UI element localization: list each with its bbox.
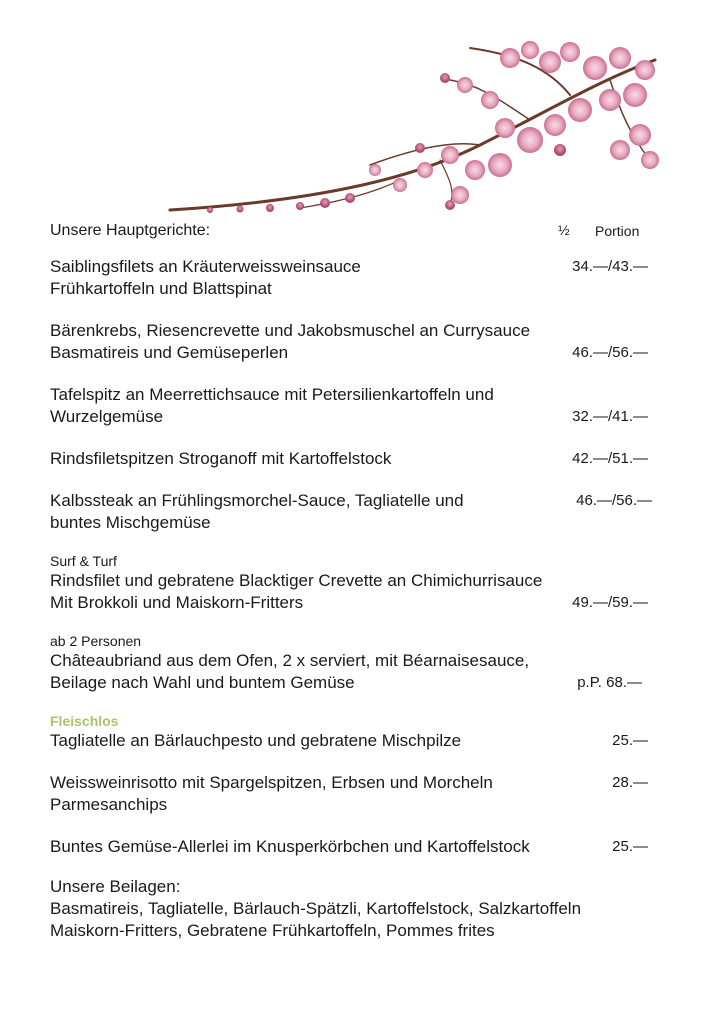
dish-item	[50, 256, 660, 300]
dish-prefix: Surf & Turf	[50, 553, 117, 569]
dish-price: 42.—/51.—	[572, 450, 648, 467]
dish-price: 49.—/59.—	[572, 594, 648, 611]
dish-item	[50, 384, 660, 428]
dish-price: 25.—	[612, 838, 648, 855]
dish-price: 32.—/41.—	[572, 408, 648, 425]
dish-description: Châteaubriand aus dem Ofen, 2 x serviert, mit Béarnaisesauce,	[50, 651, 530, 670]
dish-item	[50, 448, 660, 470]
dish-description: Rindsfiletspitzen Stroganoff mit Kartoffelstock	[50, 449, 392, 468]
dish-description: Saiblingsfilets an Kräuterweissweinsauce	[50, 257, 361, 276]
vegetarian-heading: Fleischlos	[50, 713, 119, 729]
portion-label: Portion	[595, 223, 640, 239]
dish-item	[50, 320, 660, 364]
dish-prefix: ab 2 Personen	[50, 633, 142, 649]
dish-description: Parmesanchips	[50, 795, 168, 814]
dish-item	[50, 490, 660, 534]
dish-item	[50, 552, 660, 614]
dish-description: Rindsfilet und gebratene Blacktiger Crevette an Chimichurrisauce	[50, 571, 543, 590]
dish-description: Bärenkrebs, Riesencrevette und Jakobsmuschel an Currysauce	[50, 321, 531, 340]
dish-price: 46.—/56.—	[576, 492, 652, 509]
dish-description: Wurzelgemüse	[50, 407, 164, 426]
sides-section	[50, 876, 660, 942]
dish-item	[50, 632, 660, 694]
dish-item	[50, 836, 660, 858]
dish-description: Buntes Gemüse-Allerlei im Knusperkörbchen und Kartoffelstock	[50, 837, 530, 856]
dish-price: 46.—/56.—	[572, 344, 648, 361]
menu-content	[50, 222, 660, 942]
dish-description: Weissweinrisotto mit Spargelspitzen, Erbsen und Morcheln	[50, 773, 493, 792]
dish-item	[50, 772, 660, 816]
page-title: Unsere Hauptgerichte:	[50, 222, 211, 239]
menu-header	[50, 222, 660, 244]
dish-description: Frühkartoffeln und Blattspinat	[50, 279, 272, 298]
sides-heading: Unsere Beilagen:	[50, 877, 181, 896]
dish-description: Mit Brokkoli und Maiskorn-Fritters	[50, 593, 304, 612]
sides-list: Maiskorn-Fritters, Gebratene Frühkartoffeln, Pommes frites	[50, 921, 495, 940]
dish-description: Kalbssteak an Frühlingsmorchel-Sauce, Tagliatelle und	[50, 491, 464, 510]
dish-description: buntes Mischgemüse	[50, 513, 211, 532]
vegetarian-section	[50, 712, 660, 858]
dish-price: 34.—/43.—	[572, 258, 648, 275]
dish-description: Beilage nach Wahl und buntem Gemüse	[50, 673, 355, 692]
half-portion-label: ½	[558, 222, 570, 238]
dish-item	[50, 730, 660, 752]
dish-price: 28.—	[612, 774, 648, 791]
dish-description: Basmatireis und Gemüseperlen	[50, 343, 289, 362]
dish-price: p.P. 68.—	[577, 674, 642, 691]
cherry-blossom-image	[150, 40, 660, 220]
dish-description: Tafelspitz an Meerrettichsauce mit Petersilienkartoffeln und	[50, 385, 494, 404]
dish-price: 25.—	[612, 732, 648, 749]
sides-list: Basmatireis, Tagliatelle, Bärlauch-Spätzli, Kartoffelstock, Salzkartoffeln	[50, 899, 582, 918]
dish-description: Tagliatelle an Bärlauchpesto und gebratene Mischpilze	[50, 731, 462, 750]
